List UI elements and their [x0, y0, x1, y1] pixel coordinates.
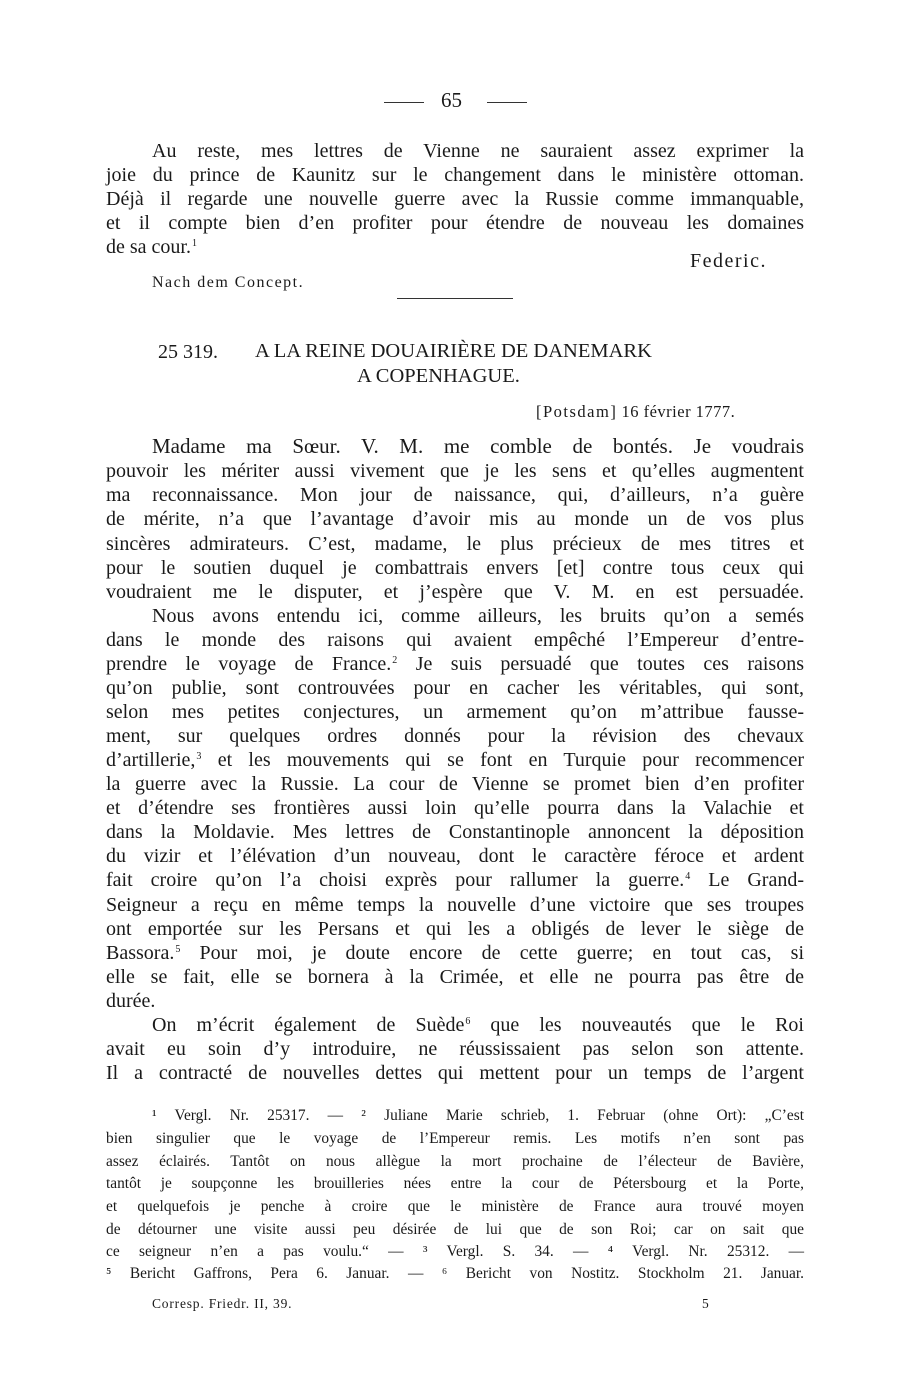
text-line: sincères admirateurs. C’est, madame, le plus précieux de mes titres et: [106, 533, 804, 555]
letter-dateline: [536, 402, 735, 422]
letter-number: 25 319.: [158, 341, 218, 363]
text-line: pouvoir les mériter aussi vivement que je les sens et qu’elles augmentent: [106, 460, 804, 482]
footnote-ref: 1: [191, 238, 197, 249]
text-line: Il a contracté de nouvelles dettes qui mettent pour un temps de l’argent: [106, 1062, 804, 1084]
text-fragment: d’artillerie,: [106, 749, 196, 771]
section-divider: [397, 298, 513, 299]
text-line: durée.: [106, 990, 156, 1012]
text-line: Seigneur a reçu en même temps la nouvelle d’une victoire que ses troupes: [106, 894, 804, 916]
text-fragment: Je suis persuadé que toutes ces raisons: [415, 653, 804, 675]
text-fragment: On m’écrit également de Suède: [152, 1014, 465, 1036]
text-line: de mérite, n’a que l’avantage d’avoir mis au monde un de vos plus: [106, 508, 804, 530]
sheet-number: 5: [702, 1296, 709, 1311]
text-line: et il compte bien d’en profiter pour étendre de nouveau les domaines: [106, 212, 804, 234]
footnote-ref: 6: [465, 1016, 471, 1027]
footnote-ref: 4: [685, 871, 691, 882]
text-line: du vizir et l’élévation d’un nouveau, dont le caractère féroce et ardent: [106, 845, 804, 867]
text-fragment: fait croire qu’on l’a choisi exprès pour rallumer la guerre.: [106, 869, 685, 891]
text-line: et d’étendre ses frontières aussi loin qu’elle pourra dans la Valachie et: [106, 797, 804, 819]
text-line: selon mes petites conjectures, un armement qu’on m’attribue fausse-: [106, 701, 804, 723]
footnote-line: ¹ Vergl. Nr. 25317. — ² Juliane Marie schrieb, 1. Februar (ohne Ort): „C’est: [152, 1107, 804, 1124]
footnote-line: ce seigneur n’en a pas voulu.“ — ³ Vergl. S. 34. — ⁴ Vergl. Nr. 25312. —: [106, 1243, 804, 1260]
text-fragment: prendre le voyage de France.: [106, 653, 392, 675]
footnote-ref: 2: [392, 655, 398, 666]
text-line: pour le soutien duquel je combattrais envers [et] contre tous ceux qui: [106, 557, 804, 579]
letter-title-line2: A COPENHAGUE.: [357, 365, 520, 387]
text-line: Madame ma Sœur. V. M. me comble de bontés. Je voudrais: [152, 434, 804, 458]
text-line: avait eu soin d’y introduire, ne réussissaient pas selon son attente.: [106, 1038, 804, 1060]
text-line: ma reconnaissance. Mon jour de naissance, qui, d’ailleurs, n’a guère: [106, 484, 804, 506]
text-line: voudraient me le disputer, et j’espère que V. M. en est persuadée.: [106, 581, 804, 603]
text-fragment: Bassora.: [106, 942, 175, 964]
text-fragment: que les nouveautés que le Roi: [490, 1014, 804, 1036]
footnote-line: de détourner une visite aussi peu désirée de lui que de son Roi; car on sait que: [106, 1221, 804, 1238]
text-line: Nous avons entendu ici, comme ailleurs, les bruits qu’on a semés: [152, 605, 804, 627]
text-line: ont emportée sur les Persans et qui les a obligés de lever le siège de: [106, 918, 804, 940]
text-line: Au reste, mes lettres de Vienne ne sauraient assez exprimer la: [152, 140, 804, 162]
source-note: Nach dem Concept.: [152, 274, 305, 291]
text-line: elle se fait, elle se bornera à la Crimée, et elle ne pourra pas être de: [106, 966, 804, 988]
footnote-line: bien singulier que le voyage de l’Empereur remis. Les motifs n’en sont pas: [106, 1130, 804, 1147]
footnote-line: assez éclairés. Tantôt on nous allègue la mort prochaine de l’électeur de Bavière,: [106, 1153, 804, 1170]
text-fragment: de sa cour.: [106, 236, 191, 258]
text-line: joie du prince de Kaunitz sur le changement dans le ministère ottoman.: [106, 164, 804, 186]
header-rule-left: [384, 102, 424, 103]
text-line: ment, sur quelques ordres donnés pour la révision des chevaux: [106, 725, 804, 747]
footnote-line: ⁵ Bericht Gaffrons, Pera 6. Januar. — ⁶ Bericht von Nostitz. Stockholm 21. Januar.: [106, 1265, 804, 1282]
text-fragment: Le Grand-: [708, 869, 804, 891]
text-line: dans la Moldavie. Mes lettres de Constantinople annoncent la déposition: [106, 821, 804, 843]
footnote-line: et quelquefois je penche à croire que le ministère de France aura trouvé moyen: [106, 1198, 804, 1215]
letter-title-line1: A LA REINE DOUAIRIÈRE DE DANEMARK: [255, 340, 652, 362]
header-rule-right: [487, 102, 527, 103]
text-line: dans le monde des raisons qui avaient empêché l’Empereur d’entre-: [106, 629, 804, 651]
text-fragment: et les mouvements qui se font en Turquie pour recommencer: [217, 749, 804, 771]
footnote-ref: 5: [175, 944, 181, 955]
footnote-ref: 3: [196, 751, 202, 762]
text-fragment: Pour moi, je doute encore de cette guerre; en tout cas, si: [199, 942, 804, 964]
text-line: [106, 868, 804, 896]
text-line: [106, 235, 197, 263]
text-line: qu’on publie, sont controuvées pour en cacher les véritables, qui sont,: [106, 677, 804, 699]
footnote-line: tantôt je soupçonne les brouilleries nées entre la cour de Pétersbourg et la Porte,: [106, 1175, 804, 1192]
letter-date: 16 février 1777.: [621, 402, 736, 421]
signature: Federic.: [690, 250, 767, 272]
page-number: 65: [441, 88, 462, 112]
signature-mark: Corresp. Friedr. II, 39.: [152, 1296, 293, 1311]
text-line: la guerre avec la Russie. La cour de Vienne se promet bien d’en profiter: [106, 773, 804, 795]
letter-place: [Potsdam]: [536, 402, 618, 421]
text-line: Déjà il regarde une nouvelle guerre avec la Russie comme immanquable,: [106, 188, 804, 210]
